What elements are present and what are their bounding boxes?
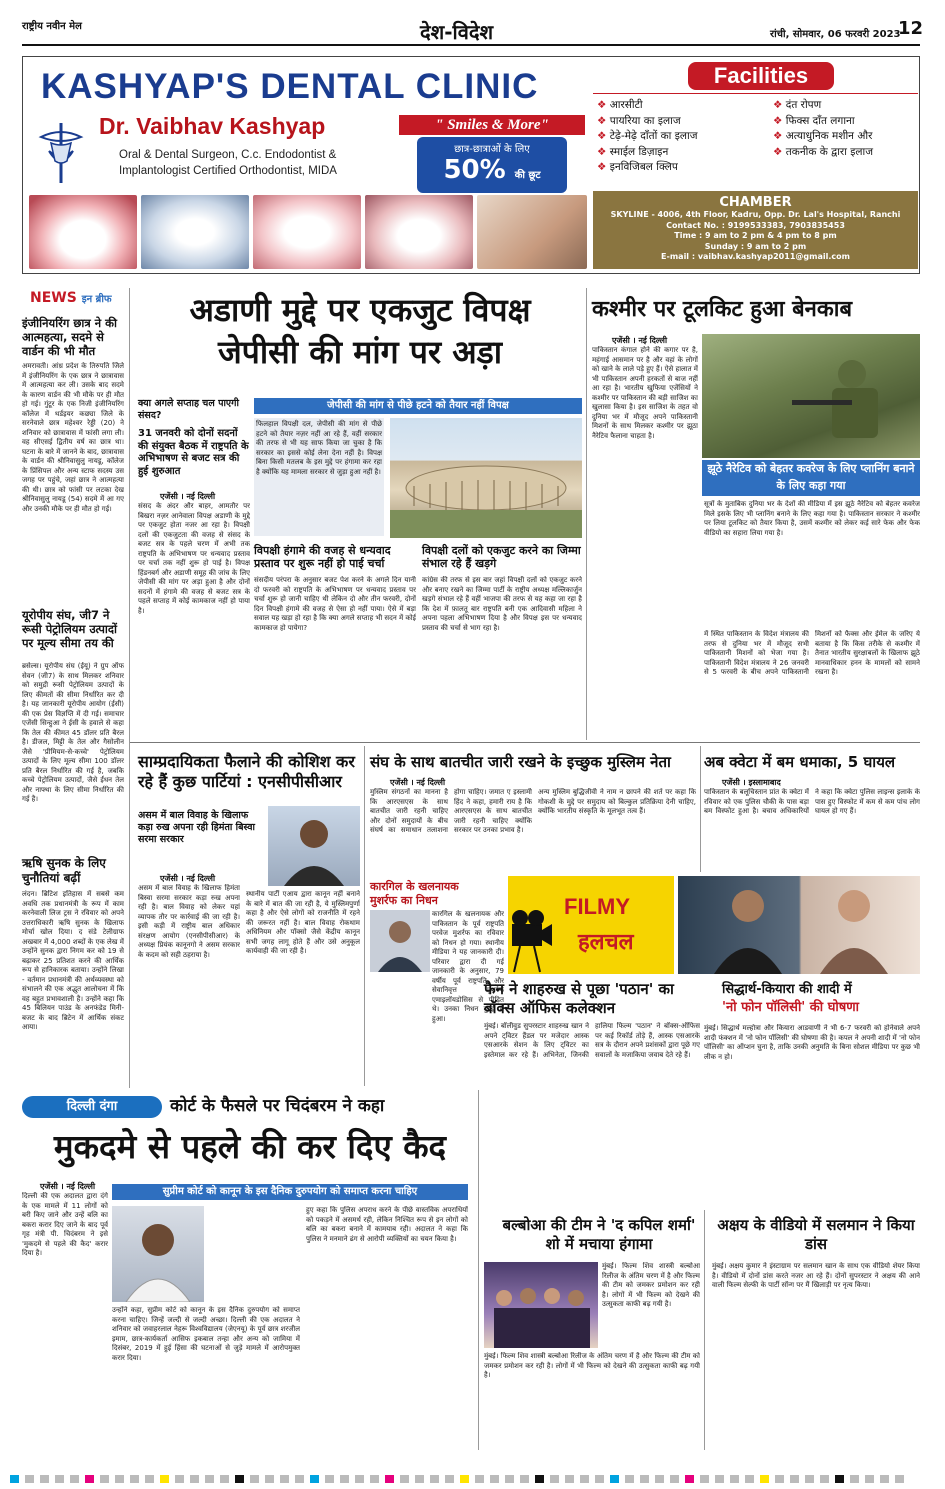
pathaan-body: मुंबई। बॉलीवुड सुपरस्टार शाहरुख खान ने अपने ट्विटर हैंडल पर मजेदार आस्क एसआरके सेशन के लिए ट्विटर का इस्तेमाल कर रहे हैं। अभिनेता, जिनकी हालिया फिल्म 'पठान' ने बॉक्स-ऑफिस पर कई रिकॉर्ड तोड़े हैं, आस्क एसआरके सत्र के दौरान अपने प्रशंसकों द्वारा पूछे गए सवालों के मजाकिया जवाब देते रहे हैं।: [484, 1022, 700, 1059]
color-swatch: [745, 1475, 754, 1483]
ncpcr-byline: एजेंसी । नई दिल्ली: [160, 874, 216, 883]
kashmir-body-3: में स्थित पाकिस्तान के विदेश मंत्रालय की तरफ से दुनिया भर में मौजूद सभी पाकिस्तानी मिशनों को भेजा गया है। पाकिस्तानी विदेश मंत्रालय ने 26 जनवरी से 5 फरवरी के बीच अपने पाकिस्तानी मिशनों को फैक्स और ईमेल के जरिए ये बताया है कि किस तरीके से कश्मीर में तैनात भारतीय सुरक्षाबलों के खिलाफ झूठे मानवाधिकार हनन के मामलों को सामने रखना है।: [704, 630, 920, 676]
musharraf-photo: [370, 910, 430, 972]
color-swatch: [490, 1475, 499, 1483]
dateline: रांची, सोमवार, 06 फरवरी 2023: [770, 29, 901, 40]
color-swatch: [370, 1475, 379, 1483]
color-swatch: [475, 1475, 484, 1483]
color-swatch: [310, 1475, 319, 1483]
color-swatch: [355, 1475, 364, 1483]
brief-item3-head: ऋषि सुनक के लिए चुनौतियां बढ़ीं: [22, 856, 106, 885]
delhi-kicker: दिल्ली दंगा: [22, 1096, 162, 1118]
color-swatch: [190, 1475, 199, 1483]
color-swatch: [580, 1475, 589, 1483]
color-swatch: [610, 1475, 619, 1483]
soldier-photo: [702, 334, 920, 458]
lead-body-4: कांग्रेस की तरफ से इस बार जहां विपक्षी दलों को एकजुट करने और बनाए रखने का जिम्मा पार्टी के राष्ट्रीय अध्यक्ष मल्लिकार्जुन खड़गे संभाल रहे हैं वहीं भाजपा की तरफ से यह कहा जा रहा है कि देश में फ़ालतू बार राष्ट्रपति बनी एक आदिवासी महिला ने अपना पहला अभिभाषण दिया है और विपक्ष इस पर धन्यवाद प्रस्ताव की चर्चा से भाग रहा है।: [422, 576, 582, 632]
implant-photo: [141, 195, 249, 269]
color-swatch: [700, 1475, 709, 1483]
color-swatch: [295, 1475, 304, 1483]
delhi-byline: एजेंसी । नई दिल्ली: [40, 1182, 96, 1191]
color-swatch: [505, 1475, 514, 1483]
couple-icon: [678, 876, 920, 974]
lead-question-head: क्या अगले सप्ताह चल पाएगी संसद?: [138, 398, 239, 421]
chidambaram-photo: [112, 1206, 204, 1302]
color-swatch: [685, 1475, 694, 1483]
color-swatch: [550, 1475, 559, 1483]
halchal-logo-text: हलचल: [578, 930, 634, 955]
person-icon: [370, 910, 430, 972]
lead-headline-2: जेपीसी की मांग पर अड़ा: [217, 333, 503, 371]
column-rule: [586, 288, 587, 740]
facility-item: ❖ टेढ़े-मेढ़े दाँतों का इलाज: [597, 129, 698, 145]
sidharth-kiara-photo: [678, 876, 920, 974]
color-swatch: [790, 1475, 799, 1483]
lead-body-3: संसदीय परंपरा के अनुसार बजट पेश करने के अगले दिन यानी दो फरवरी को राष्ट्रपति के अभिभाषण पर धन्यवाद प्रस्ताव पर चर्चा शुरू हो जानी चाहिए थी लेकिन दो और तीन फरवरी, दोनों दिन विपक्षी हंगामे की वजह से ऐसा हो नहीं पाया। ऐसे में बड़ा सवाल यह खड़ा हो रहा है कि क्या अगले सप्ताह भी सदन में कोई कामकाज हो पायेगा?: [254, 576, 416, 632]
denture-photo: [29, 195, 137, 269]
color-swatch: [40, 1475, 49, 1483]
section-rule: [130, 742, 920, 743]
color-swatch: [145, 1475, 154, 1483]
ad-chamber-box: [593, 191, 918, 269]
facility-item: ❖ इनविजिबल क्लिप: [597, 160, 698, 176]
chamber-contact: Contact No. : 9199533383, 7903835453: [666, 220, 845, 230]
news-label-text: NEWS: [30, 290, 77, 306]
news-label-sub: इन ब्रीफ: [81, 294, 112, 305]
quetta-body: पाकिस्तान के बलूचिस्तान प्रांत के क्वेटा में रविवार को एक पुलिस चौकी के पास बड़ा बम विस्फोट हुआ है। बचाव अधिकारियों ने कहा कि क्वेटा पुलिस लाइन्स इलाके के पास हुए विस्फोट में कम से कम पांच लोग घायल हो गए हैं।: [704, 788, 920, 815]
color-swatch: [655, 1475, 664, 1483]
color-swatch: [325, 1475, 334, 1483]
dental-logo-icon: [31, 117, 91, 187]
color-swatch: [520, 1475, 529, 1483]
ad-facilities-title: Facilities: [688, 62, 834, 90]
filmy-halchal-graphic: [508, 876, 674, 974]
color-swatch: [85, 1475, 94, 1483]
person-icon: [268, 806, 360, 886]
ncpcr-sub: असम में बाल विवाह के खिलाफ कड़ा रुख अपना रही हिमंता बिस्वा सरमा सरकार: [138, 810, 255, 845]
filmy-logo-text: FILMY: [564, 894, 630, 919]
delhi-sub: सुप्रीम कोर्ट को कानून के इस दैनिक दुरुपयोग को समाप्त करना चाहिए: [112, 1184, 468, 1200]
delhi-headline-1: कोर्ट के फैसले पर चिदंबरम ने कहा: [170, 1096, 385, 1116]
color-swatch: [880, 1475, 889, 1483]
color-swatch: [415, 1475, 424, 1483]
color-swatch: [235, 1475, 244, 1483]
akshay-headline: अक्षय के वीडियो में सलमान ने किया डांस: [717, 1216, 915, 1253]
color-swatch: [760, 1475, 769, 1483]
ad-offer-suffix: की छूट: [514, 170, 541, 181]
kashmir-headline: कश्मीर पर टूलकिट हुआ बेनकाब: [592, 297, 853, 322]
muslim-body-2: अन्य मुस्लिम बुद्धिजीवी ने नाम न छापने की शर्त पर कहा कि गोकशी के मुद्दे पर समुदाय को बिल्कुल प्रतिक्रिया देनी चाहिए, क्योंकि भारतीय संस्कृति के मूलभूत तत्व हैं।: [538, 788, 696, 815]
color-swatch: [205, 1475, 214, 1483]
color-swatch: [130, 1475, 139, 1483]
brief-item1-head: इंजीनियरिंग छात्र ने की आत्महत्या, सदमे से वार्डन की भी मौत: [22, 316, 117, 358]
ad-qual-line2: Implantologist Certified Orthodontist, MIDA: [119, 165, 337, 177]
person-icon: [112, 1206, 204, 1302]
color-swatch: [400, 1475, 409, 1483]
color-swatch: [535, 1475, 544, 1483]
paper-name: राष्ट्रीय नवीन मेल: [22, 21, 82, 32]
color-swatch: [70, 1475, 79, 1483]
group-icon: [484, 1262, 598, 1348]
color-swatch: [820, 1475, 829, 1483]
lead-body-1: संसद के अंदर और बाहर, आमतौर पर बिखरा नज़र आनेवाला विपक्ष अडाणी के मुद्दे पर एकजुट होता नजर आ रहा है। विपक्षी दलों की एकजुटता की वजह से संसद के बजट सत्र के पहले चरण में अभी तक राष्ट्रपति के अभिभाषण पर धन्यवाद प्रस्ताव पर चर्चा तक नहीं शुरू हो पाई है। विपक्ष हिंडनबर्ग और अडाणी समूह की जांच के लिए जेपीसी की मांग पर अड़ा हुआ है और दोनों सदनों में हंगामे की वजह से बजट सत्र के पहले सप्ताह में कोई कामकाज नहीं हो पाया है।: [138, 502, 250, 615]
color-swatch: [565, 1475, 574, 1483]
color-swatch: [280, 1475, 289, 1483]
delhi-body-2: उन्होंने कहा, सुप्रीम कोर्ट को कानून के इस दैनिक दुरुपयोग को समाप्त करना चाहिए। जिन्हें जल्दी से जल्दी अच्छा। दिल्ली की एक अदालत ने शनिवार को जवाहरलाल नेहरू विश्वविद्यालय (जेएनयू) के पूर्व छात्र शरजील इमाम, छात्र-कार्यकर्ता आसिफ इकबाल तन्हा और अन्य को जामिया में दिसंबर, 2019 में हुई हिंसा की घटनाओं से जुड़े मामले में आरोपमुक्त करार दिया।: [112, 1306, 300, 1362]
color-swatch: [835, 1475, 844, 1483]
color-swatch: [850, 1475, 859, 1483]
akshay-body: मुंबई। अक्षय कुमार ने इंस्टाग्राम पर सलमान खान के साथ एक वीडियो शेयर किया है। वीडियो में दोनों डांस करते नजर आ रहे हैं। दोनों सुपरस्टार ने अक्षय की आने वाली फिल्म सेल्फी के पार्टी सॉन्ग पर मैं खिलाड़ी पर नृत्य किया।: [712, 1262, 920, 1289]
lead-sub-1: विपक्षी हंगामे की वजह से धन्यवाद प्रस्ताव पर शुरू नहीं हो पाई चर्चा: [254, 544, 391, 570]
quetta-byline: एजेंसी । इस्लामाबाद: [722, 778, 781, 787]
kashmir-sub: झूठे नैरेटिव को बेहतर कवरेज के लिए प्लानिंग बनाने के लिए कहा गया: [702, 460, 920, 496]
braces-photo: [253, 195, 361, 269]
color-swatch: [220, 1475, 229, 1483]
color-swatch: [10, 1475, 19, 1483]
kashmir-byline: एजेंसी । नई दिल्ली: [612, 336, 668, 345]
kashmir-body-2: सूत्रों के मुताबिक दुनिया भर के देशों की मीडिया में इस झूठे नैरेटिव को बेहतर कवरेज मिले इसके लिए भी प्लानिंग बनाने के लिए कहा गया है। पाकिस्तान सरकार ने कश्मीर पर लिया टूलकिट को तैयार किया है, उसमें कश्मीर को लेकर कई सारे फेक और फेक वीडियो का सहारा लिया गया है।: [704, 500, 920, 537]
parliament-icon: [390, 418, 582, 538]
lead-sub-2: विपक्षी दलों को एकजुट करने का जिम्मा संभाल रहे हैं खड़गे: [422, 544, 581, 570]
ad-doctor-name: Dr. Vaibhav Kashyap: [99, 113, 326, 139]
color-swatch: [805, 1475, 814, 1483]
facility-item: ❖ पायरिया का इलाज: [597, 114, 698, 130]
lead-headline-1: अडाणी मुद्दे पर एकजुट विपक्ष: [189, 291, 531, 329]
facility-item: ❖ स्माईल डिज़ाइन: [597, 145, 698, 161]
column-rule: [704, 1210, 705, 1450]
muslim-headline: संघ के साथ बातचीत जारी रखने के इच्छुक मुस्लिम नेता: [370, 753, 671, 771]
brief-item2-body: ब्रसेल्स। यूरोपीय संघ (ईयू) ने ग्रुप ऑफ सेवन (जी7) के साथ मिलकर शनिवार को समुद्री रूसी पेट्रोलियम उत्पादों के लिए कीमतों की सीमा निर्धारित कर दी है। यह जानकारी यूरोपीय आयोग (ईसी) की एक प्रेस विज्ञप्ति में दी गई। समाचार एजेंसी सिन्हुआ ने ईसी के हवाले से कहा कि तेल की कीमत 45 डॉलर प्रति बैरल है। डीजल, मिट्टी के तेल और गैसोलीन जैसे 'प्रीमियम-से-कच्चे' पेट्रोलियम उत्पादों के लिए मूल्य सीमा 100 डॉलर प्रति बैरल निर्धारित की गई है, जबकि कच्चे पेट्रोलियम उत्पादों, जैसे ईंधन तेल और नाफ्था के लिए सीमा निर्धारित की गई है।: [22, 662, 124, 803]
color-swatch: [625, 1475, 634, 1483]
brief-item3-body: लंदन। ब्रिटिश इतिहास में सबसे कम अवधि तक प्रधानमंत्री के रूप में काम करनेवाली लिज ट्रस ने रविवार को अपने उत्तराधिकारी ऋषि सुनक के खिलाफ मोर्चा खोल दिया। द संडे टेलीग्राफ अखबार में 4,000 शब्दों के एक लेख में उन्होंने सुनक द्वारा निगम कर को 19 से बढ़ाकर 25 प्रतिशत करने की आर्थिक रूप से हानिकारक बताया। उन्होंने लिखा - वर्तमान प्रधानमंत्री की अर्थव्यवस्था को संभालने की एक अद्भुत आलोचना में कि वह बहुत प्रभावशाली है। उन्होंने कहा कि 45 बिलियन पाउंड के अनफंडेड मिनी-बजट के बाद ब्रिटेन में आर्थिक संकट आया।: [22, 890, 124, 1031]
kargil-body: कारगिल के खलनायक और पाकिस्तान के पूर्व राष्ट्रपति परवेज मुशर्रफ का रविवार को निधन हो गया। स्थानीय मीडिया ने यह जानकारी दी। परिवार द्वारा दी गई जानकारी के अनुसार, 79 वर्षीय पूर्व राष्ट्रपति और सेवानिवृत्त मुशर्रफ एमाइलॉयडोसिस से पीड़ित थे। उनका निधन दुबई में हुआ।: [432, 910, 504, 1023]
muslim-body-1: मुस्लिम संगठनों का मानना है कि आरएसएस के साथ बातचीत जारी रहनी चाहिए और दोनों समुदायों के बीच संघर्ष का समाधान तलाशना होगा चाहिए। जमात ए इस्लामी हिंद ने कहा, हमारी राय है कि आरएसएस के साथ बातचीत जारी रहनी चाहिए क्योंकि सरकार पर उनका प्रभाव है।: [370, 788, 532, 834]
color-swatch: [730, 1475, 739, 1483]
balboa-body: मुंबई। फिल्म शिव शास्त्री बल्बोआ रिलीज के अंतिम चरण में है और फिल्म की टीम को जमकर प्रमोशन कर रही है। लोगों में भी फिल्म को देखने की उत्सुकता काफी बढ़ गयी है।: [602, 1262, 700, 1308]
print-color-strip: [0, 1474, 945, 1484]
ad-offer-badge: [417, 137, 567, 193]
chamber-sunday: Sunday : 9 am to 2 pm: [704, 241, 807, 251]
color-swatch: [250, 1475, 259, 1483]
sidkiara-body: मुंबई। सिद्धार्थ मल्होत्रा और कियारा आडवाणी ने भी 6-7 फरवरी को होनेवाले अपने शादी फंक्शन में 'नो फोन पॉलिसी' की घोषणा की है। कपल ने अपनी शादी में 'नो फोन पॉलिसी' का ऑप्शन चुना है, ताकि उनकी अनुमति के बिना सोशल मीडिया पर कुछ भी लीक न हो।: [704, 1024, 920, 1061]
ad-offer-line1: छात्र-छात्राओं के लिए: [454, 144, 530, 155]
color-swatch: [340, 1475, 349, 1483]
soldier-icon: [702, 334, 920, 458]
page-number: 12: [898, 18, 924, 39]
ad-clinic-name: KASHYAP'S DENTAL CLINIC: [41, 67, 539, 106]
kashmir-body-1: पाकिस्तान कंगाल होने की कगार पर है, महंगाई आसमान पर है और वहां के लोगों को खाने के लाले पड़े हुए हैं। ऐसे हालात में भी पाकिस्तान अपनी हरकतों से बाज नहीं आ रहा है। भारतीय खुफिया एजेंसियों ने कश्मीर पर पाकिस्तान की बड़ी साजिश का खुलासा किया है। इस साजिश के तहत वो दुनिया भर में मौजूद अपने पाकिस्तानी मिशनों के साथ मिलकर कश्मीर पर झूठा नैरेटिव फैलाना चाहता है।: [592, 346, 698, 440]
ad-qualifications: [119, 147, 337, 179]
sidkiara-headline-2: 'नो फोन पॉलिसी' की घोषणा: [722, 1000, 860, 1015]
muslim-byline: एजेंसी । नई दिल्ली: [390, 778, 446, 787]
color-swatch: [865, 1475, 874, 1483]
parliament-photo: [390, 418, 582, 538]
ncpcr-body-2: स्थानीय पार्टी एआय द्वारा कानून नहीं बनाने के बारे में बात की जा रही है, ये मुस्लिमपुर्णा कहा है और ऐसे लोगों को राजनीति में रहने की जरूरत नहीं है। बाल विवाह रोकथाम अधिनियम और पॉक्सो जैसे केंद्रीय कानून सभी जगह लागू होते हैं और उसे अनुकूल कार्यवाही की जा रही है।: [246, 890, 360, 955]
balboa-body-2: मुंबई। फिल्म शिव शास्त्री बल्बोआ रिलीज के अंतिम चरण में है और फिल्म की टीम को जमकर प्रमोशन कर रही है। लोगों में भी फिल्म को देखने की उत्सुकता काफी बढ़ गयी है।: [484, 1352, 700, 1379]
section-title: देश-विदेश: [420, 20, 494, 44]
facility-item: ❖ फिक्स दाँत लगाना: [773, 114, 873, 130]
color-swatch: [460, 1475, 469, 1483]
ad-offer-percent: 50%: [443, 155, 506, 185]
film-camera-icon: [508, 876, 674, 974]
kanoongo-photo: [268, 806, 360, 886]
child-dental-photo: [477, 195, 587, 269]
balboa-headline: बल्बोआ की टीम ने 'द कपिल शर्मा' शो में मचाया हंगामा: [502, 1216, 696, 1253]
ad-facilities-list: [593, 93, 918, 183]
kargil-headline: कारगिल के खलनायक मुशर्रफ का निधन: [370, 880, 459, 907]
brief-item2-head: यूरोपीय संघ, जी7 ने रूसी पेट्रोलियम उत्पादों पर मूल्य सीमा तय की: [22, 608, 117, 650]
facility-item: ❖ अत्याधुनिक मशीन और: [773, 129, 873, 145]
kapil-show-photo: [484, 1262, 598, 1348]
color-swatch: [595, 1475, 604, 1483]
color-swatch: [115, 1475, 124, 1483]
color-swatch: [895, 1475, 904, 1483]
brief-item1-body: अमरावती। आंध्र प्रदेश के तिरुपति जिले में इंजीनियरिंग के एक छात्र ने छात्रावास में आत्महत्या कर ली। उसके बाद सदमे के कारण वार्डन की भी मौके पर ही मौत हो गई। गुंटूर के एक निजी इंजीनियरिंग कॉलेज में थर्डइयर कछ्या जिले के सरनेवाले छात्र महेश्वर रेड्डी (20) ने शनिवार को छात्रावास में फांसी लगा ली। वह सीएसई द्वितीय वर्ष का छात्र था। घटना के बारे में जानने के बाद, छात्रावास के वार्डन की श्रीनिवासुलु नायडू, कॉलेज के प्रिंसिपल और अन्य स्टाफ सदस्य उस जगह पर पहुंचे, जहां छात्र ने आत्महत्या की थी। छात्र को फांसी पर लटका देख श्रीनिवासुलु नायडू (54) सदमे में आ गए और उनकी मौके पर ही मौत हो गई।: [22, 362, 124, 513]
ad-tagline: " Smiles & More": [399, 115, 585, 135]
chamber-time: Time : 9 am to 2 pm & 4 pm to 8 pm: [674, 231, 837, 240]
column-rule: [129, 288, 130, 1088]
ad-qual-line1: Oral & Dental Surgeon, C.c. Endodontist &: [119, 149, 337, 161]
pathaan-headline: फैन ने शाहरुख से पूछा 'पठान' का बॉक्स ऑफिस कलेक्शन: [484, 980, 674, 1017]
column-rule: [364, 746, 365, 1086]
chamber-title: CHAMBER: [719, 195, 792, 210]
lead-kicker: जेपीसी की मांग से पीछे हटने को तैयार नहीं विपक्ष: [254, 398, 582, 414]
color-swatch: [775, 1475, 784, 1483]
ncpcr-headline: साम्प्रदायिकता फैलाने की कोशिश कर रहे हैं कुछ पार्टियां : एनसीपीसीआर: [138, 752, 355, 791]
color-swatch: [160, 1475, 169, 1483]
facility-item: ❖ दंत रोपण: [773, 98, 873, 114]
ncpcr-body-1: असम में बाल विवाह के खिलाफ हिमंता बिस्वा सरमा सरकार कड़ा रुख अपना रही है। बाल विवाह को लेकर यहां व्यापक तौर पर कार्रवाई की जा रही है। इसी कड़ी में राष्ट्रीय बाल अधिकार संरक्षण आयोग (एनसीपीसीआर) के अध्यक्ष प्रियंक कानूनगो ने असम सरकार के कदम को सही ठहराया है।: [138, 884, 240, 959]
lead-byline: एजेंसी । नई दिल्ली: [160, 492, 216, 501]
column-rule: [478, 1090, 479, 1450]
color-swatch: [385, 1475, 394, 1483]
lead-side-head: 31 जनवरी को दोनों सदनों की संयुक्त बैठक में राष्ट्रपति के अभिभाषण से बजट सत्र की हुई शुरुआत: [138, 428, 249, 477]
facility-item: ❖ तकनीक के द्वारा इलाज: [773, 145, 873, 161]
chamber-address: SKYLINE - 4006, 4th Floor, Kadru, Opp. Dr. Lal's Hospital, Ranchi: [610, 210, 901, 219]
color-swatch: [100, 1475, 109, 1483]
delhi-body-1: दिल्ली की एक अदालत द्वारा दंगे के एक मामले में 11 लोगों को बरी किए जाने और उन्हें बलि का बकरा करार दिए जाने के बाद पूर्व गृह मंत्री पी. चिदंबरम ने इसे 'मुकदमे से पहले की कैद' करार दिया है।: [22, 1192, 108, 1257]
color-swatch: [25, 1475, 34, 1483]
column-rule: [700, 746, 701, 872]
quetta-headline: अब क्वेटा में बम धमाका, 5 घायल: [704, 753, 896, 771]
sidkiara-headline-1: सिद्धार्थ-कियारा की शादी में: [722, 982, 852, 997]
news-in-brief-label: [30, 290, 112, 306]
color-swatch: [55, 1475, 64, 1483]
color-swatch: [175, 1475, 184, 1483]
chamber-email: E-mail : vaibhav.kashyap2011@gmail.com: [661, 252, 850, 261]
smile-photo: [365, 195, 473, 269]
delhi-headline-2: मुकदमे से पहले की कर दिए कैद: [53, 1127, 447, 1166]
masthead-rule: [22, 44, 920, 46]
delhi-body-3: हुए कहा कि पुलिस अपराध करने के पीछे वास्तविक अपराधियों को पकड़ने में असमर्थ रही, लेकिन निश्चित रूप से इन लोगों को बलि का बकरा बनाने में कामयाब रही। अदालत ने कहा कि पुलिस ने मनमाने ढंग से आरोपी व्यक्तियों का चयन किया है।: [306, 1206, 468, 1243]
color-swatch: [445, 1475, 454, 1483]
dental-clinic-ad: [22, 56, 920, 274]
color-swatch: [640, 1475, 649, 1483]
color-swatch: [265, 1475, 274, 1483]
lead-body-2: फिलहाल विपक्षी दल, जेपीसी की मांग से पीछे हटने को तैयार नज़र नहीं आ रहे हैं, वहीं सरकार की तरफ से भी यह साफ किया जा चुका है कि सरकार का इससे कोई लेना देना नहीं है। विपक्ष बिना किसी मतलब के इस मुद्दे पर हंगामा कर रहा है क्योंकि यह मामला सरकार से जुड़ा हुआ नहीं है।: [254, 418, 384, 536]
color-swatch: [670, 1475, 679, 1483]
facility-item: ❖ आरसीटी: [597, 98, 698, 114]
color-swatch: [430, 1475, 439, 1483]
color-swatch: [715, 1475, 724, 1483]
